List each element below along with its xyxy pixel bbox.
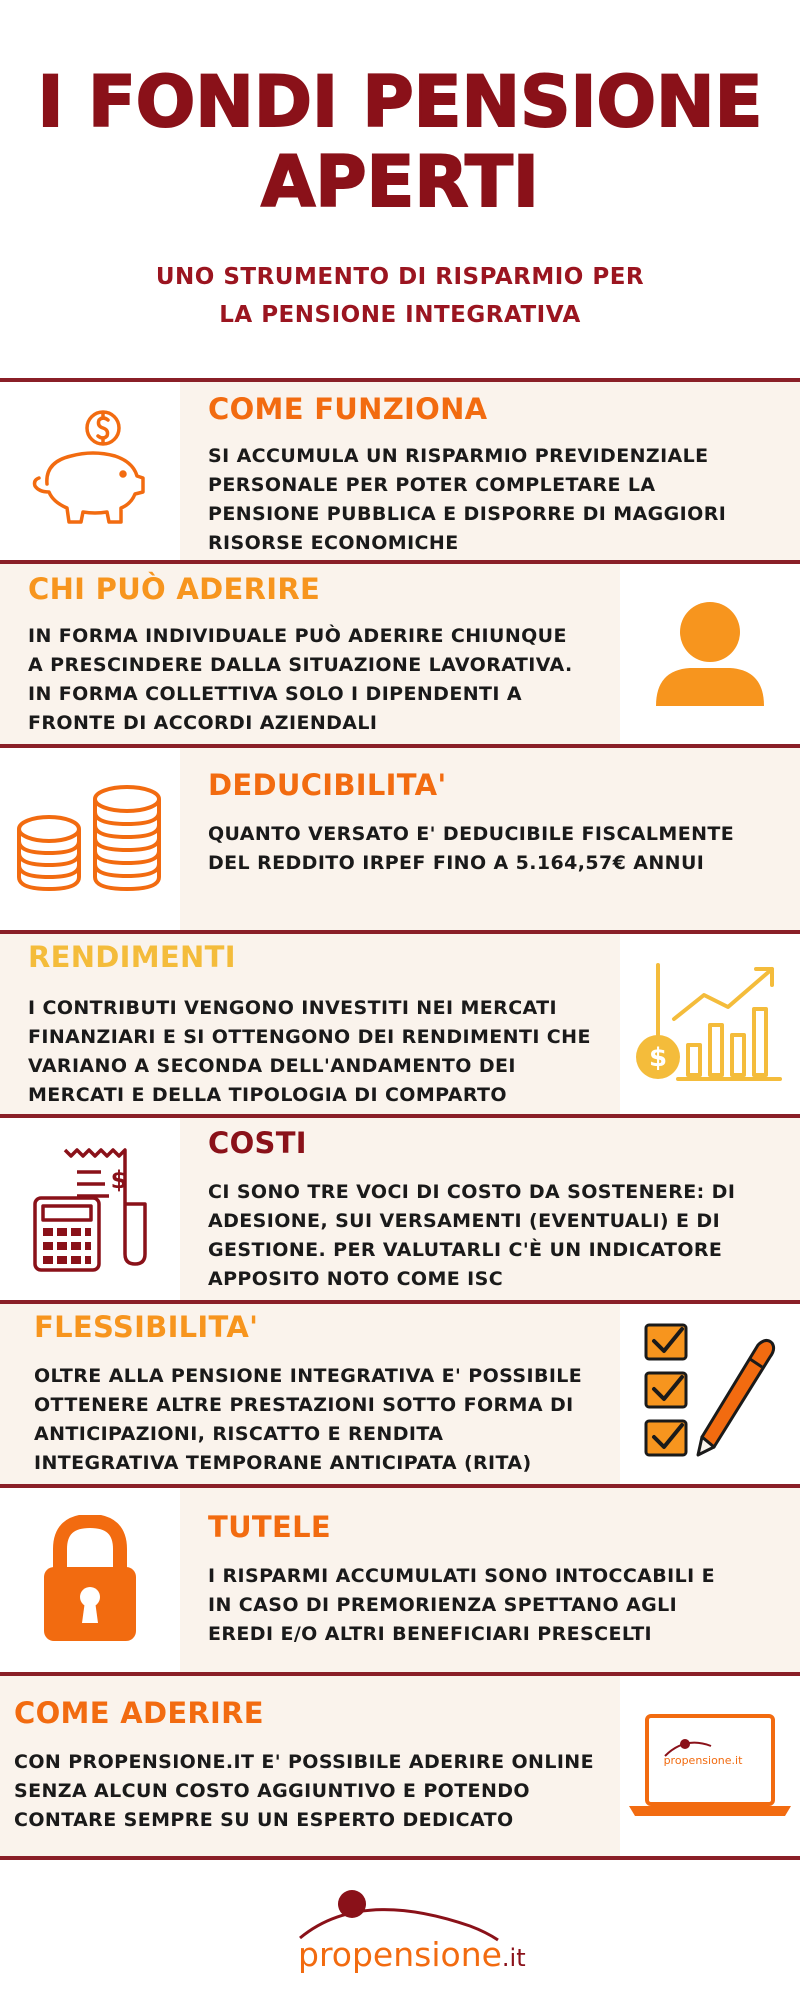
section-text-line: IN FORMA INDIVIDUALE PUÒ ADERIRE CHIUNQUE xyxy=(28,625,567,647)
section-title: DEDUCIBILITA' xyxy=(208,768,447,802)
propensione-logo-graphic xyxy=(290,1880,530,1980)
person-icon xyxy=(650,594,770,714)
section-title: COME FUNZIONA xyxy=(208,392,488,426)
section-icon-cell xyxy=(0,748,180,930)
growth-chart-icon xyxy=(630,959,790,1089)
section-text-line: RISORSE ECONOMICHE xyxy=(208,532,459,554)
calculator-receipt-icon xyxy=(25,1144,155,1274)
section-divider xyxy=(0,1856,800,1860)
section-text-line: APPOSITO NOTO COME ISC xyxy=(208,1268,504,1290)
section-text-line: FINANZIARI E SI OTTENGONO DEI RENDIMENTI CHE xyxy=(28,1026,591,1048)
section-text-line: I RISPARMI ACCUMULATI SONO INTOCCABILI E xyxy=(208,1565,716,1587)
piggy-bank-icon xyxy=(25,406,155,536)
section-text-line: I CONTRIBUTI VENGONO INVESTITI NEI MERCATI xyxy=(28,997,557,1019)
section-text-line: INTEGRATIVA TEMPORANE ANTICIPATA (RITA) xyxy=(34,1452,532,1474)
laptop-icon xyxy=(625,1706,795,1826)
section-text xyxy=(208,1562,715,1649)
section-text xyxy=(28,994,591,1110)
section-text-line: ANTICIPAZIONI, RISCATTO E RENDITA xyxy=(34,1423,444,1445)
section-text-line: MERCATI E DELLA TIPOLOGIA DI COMPARTO xyxy=(28,1084,507,1106)
section-text-line: DEL REDDITO IRPEF FINO A 5.164,57€ ANNUI xyxy=(208,852,705,874)
section-text-line: IN CASO DI PREMORIENZA SPETTANO AGLI xyxy=(208,1594,678,1616)
section-text-line: PENSIONE PUBBLICA E DISPORRE DI MAGGIORI xyxy=(208,503,727,525)
laptop-logo: propensione.it xyxy=(663,1754,743,1767)
section-title: COME ADERIRE xyxy=(14,1696,264,1730)
section-text-line: CONTARE SEMPRE SU UN ESPERTO DEDICATO xyxy=(14,1809,514,1831)
logo-suffix: .it xyxy=(501,1944,526,1972)
section-icon-cell xyxy=(620,934,800,1114)
section-text-line: FRONTE DI ACCORDI AZIENDALI xyxy=(28,712,378,734)
padlock-icon xyxy=(40,1515,140,1645)
section-text-line: A PRESCINDERE DALLA SITUAZIONE LAVORATIVA. xyxy=(28,654,573,676)
section-text-line: CI SONO TRE VOCI DI COSTO DA SOSTENERE: DI xyxy=(208,1181,736,1203)
section-text xyxy=(28,622,573,738)
section-icon-cell xyxy=(0,1488,180,1672)
section-text-line: OLTRE ALLA PENSIONE INTEGRATIVA E' POSSIBILE xyxy=(34,1365,583,1387)
section-text xyxy=(208,1178,735,1294)
section-text-line: PERSONALE PER POTER COMPLETARE LA xyxy=(208,474,656,496)
section-title: COSTI xyxy=(208,1126,307,1160)
svg-text:$: $ xyxy=(110,1166,128,1194)
page-title-line-1: I FONDI PENSIONE xyxy=(37,61,763,143)
section-text-line: SI ACCUMULA UN RISPARMIO PREVIDENZIALE xyxy=(208,445,709,467)
svg-text:$: $ xyxy=(648,1043,668,1073)
subtitle-line-2: LA PENSIONE INTEGRATIVA xyxy=(219,302,581,328)
section-text xyxy=(14,1748,594,1835)
section-text xyxy=(34,1362,582,1478)
checklist-pen-icon xyxy=(640,1319,780,1469)
section-text-line: SENZA ALCUN COSTO AGGIUNTIVO E POTENDO xyxy=(14,1780,530,1802)
section-title: RENDIMENTI xyxy=(28,940,236,974)
section-icon-cell xyxy=(0,1118,180,1300)
section-icon-cell xyxy=(620,1304,800,1484)
page-title-line-2: APERTI xyxy=(261,141,539,223)
section-title: CHI PUÒ ADERIRE xyxy=(28,572,321,606)
section-text xyxy=(208,820,734,878)
section-text-line: EREDI E/O ALTRI BENEFICIARI PRESCELTI xyxy=(208,1623,653,1645)
coins-stack-icon xyxy=(15,779,165,899)
page-subtitle xyxy=(0,258,800,334)
section-icon-cell xyxy=(620,1676,800,1856)
section-text-line: VARIANO A SECONDA DELL'ANDAMENTO DEI xyxy=(28,1055,516,1077)
section-text-line: ADESIONE, SUI VERSAMENTI (EVENTUALI) E DI xyxy=(208,1210,721,1232)
section-text-line: QUANTO VERSATO E' DEDUCIBILE FISCALMENTE xyxy=(208,823,735,845)
section-text-line: OTTENERE ALTRE PRESTAZIONI SOTTO FORMA DI xyxy=(34,1394,574,1416)
section-icon-cell xyxy=(0,382,180,560)
section-text-line: GESTIONE. PER VALUTARLI C'È UN INDICATORE xyxy=(208,1239,723,1261)
section-text xyxy=(208,442,726,558)
section-title: FLESSIBILITA' xyxy=(34,1310,259,1344)
section-text-line: IN FORMA COLLETTIVA SOLO I DIPENDENTI A xyxy=(28,683,522,705)
logo-brand: propensione xyxy=(298,1935,502,1974)
page-title xyxy=(0,62,800,222)
subtitle-line-1: UNO STRUMENTO DI RISPARMIO PER xyxy=(155,264,645,290)
propensione-logo[interactable] xyxy=(290,1880,530,1980)
svg-text:propensione.it xyxy=(298,1935,526,1974)
section-icon-cell xyxy=(620,564,800,744)
section-title: TUTELE xyxy=(208,1510,332,1544)
section-text-line: CON PROPENSIONE.IT E' POSSIBILE ADERIRE ONLINE xyxy=(14,1751,594,1773)
